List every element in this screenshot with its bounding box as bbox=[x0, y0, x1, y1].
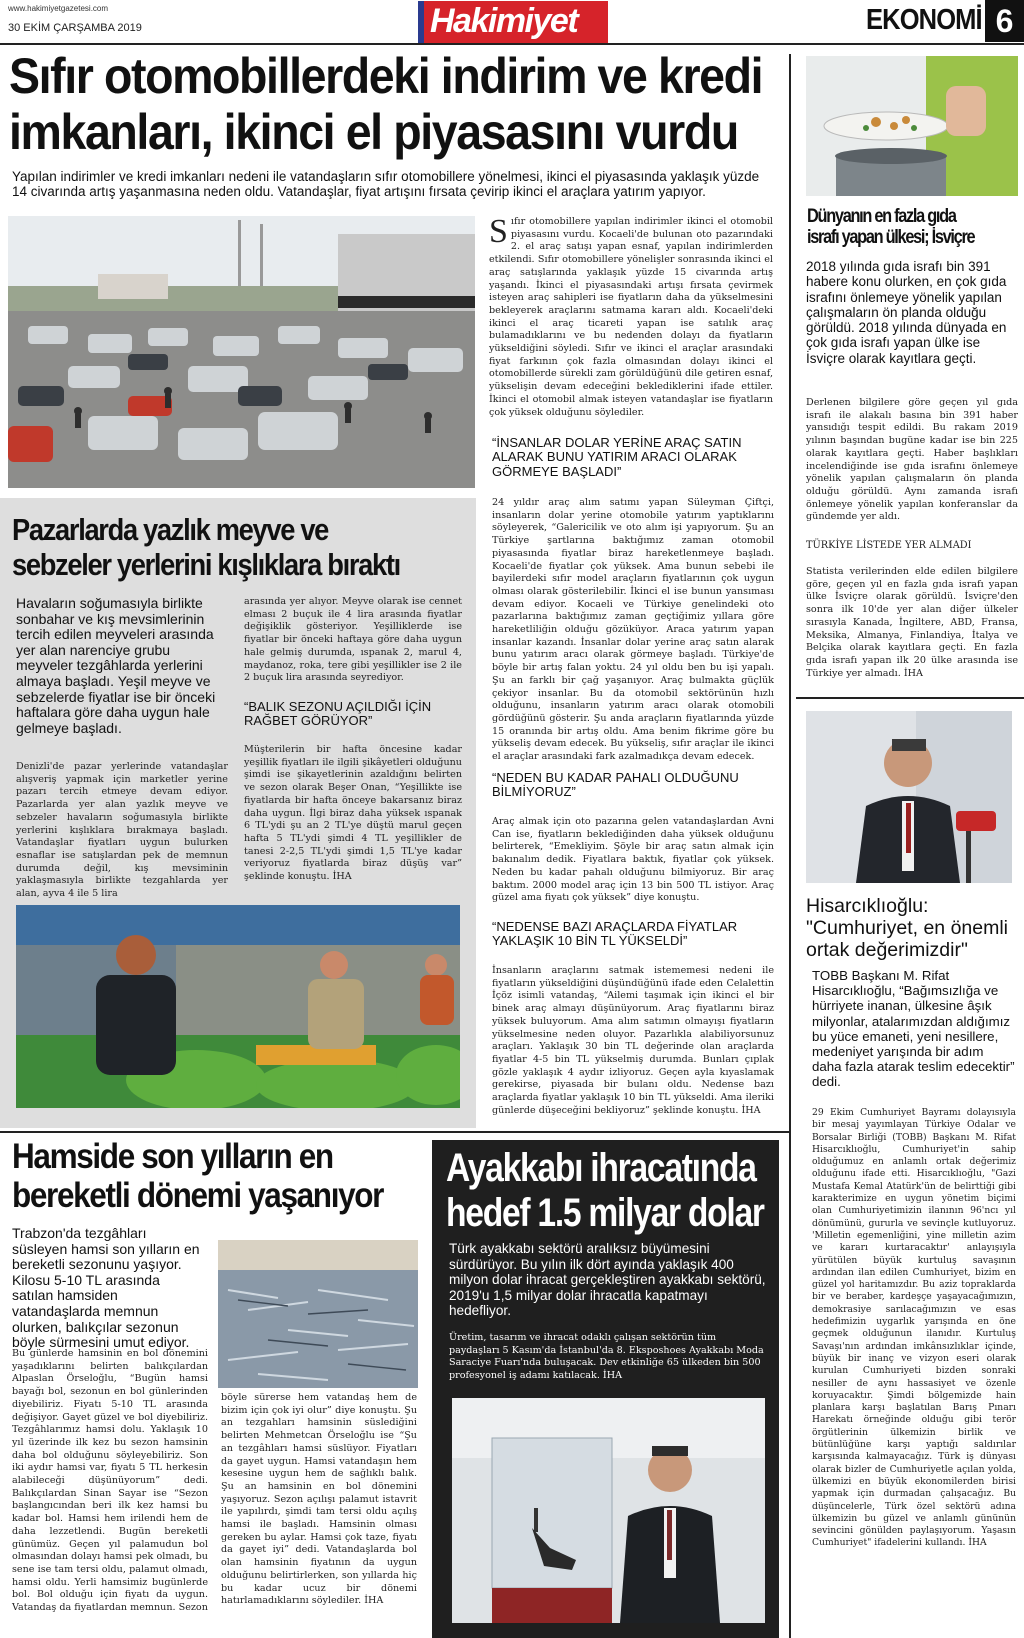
hamsi-fish-photo bbox=[218, 1240, 418, 1388]
tobb-headline-line-3: ortak değerimizdir" bbox=[806, 939, 968, 961]
tobb-headline-line-1: Hisarcıklıoğlu: bbox=[806, 895, 929, 917]
food-body-1: Derlenen bilgilere göre geçen yıl gıda israfı ile alakalı basına bin 391 haber yansıdığı tespit edildi. Bu rakam 2019 yılının başından bugüne kadar ise bin 225 olarak kayıtlara geçti. Haber başlıkları incelendiğinde ise gıda israfını önlemeye yönelik yapılan çalışmaların ön planda olduğu görüldü. Aynı zamanda israfı önlemeye yönelik yapılan konferanslar da gündemde yer aldı. bbox=[806, 397, 1018, 523]
page-number-text: 6 bbox=[995, 3, 1014, 39]
issue-date: 30 EKİM ÇARŞAMBA 2019 bbox=[8, 22, 142, 34]
food-subhead: TÜRKİYE LİSTEDE YER ALMADI bbox=[806, 540, 972, 551]
produce-subhead: “BALIK SEZONU AÇILDIĞI İÇİN RAĞBET GÖRÜYOR” bbox=[244, 699, 432, 729]
main-body-1 bbox=[489, 213, 773, 419]
tobb-headline-line-2: "Cumhuriyet, en önemli bbox=[806, 917, 1009, 939]
bottom-section-rule bbox=[0, 1131, 789, 1133]
fish-body-1: Bu günlerde hamsinin en bol dönemini yaşadıklarını belirten balıkçılardan Alpaslan Örseloğlu, “Bugün hamsi bayağı bol, sezonun en bol günlerinden diyebiliriz. Fiyatı 5-10 TL arasında değişiyor. Gayet güzel ve bol diyebiliriz. Tezgâhlarımız hamsi dolu. Yaklaşık 10 yıl üzerinde ilk kez bu sezon hamsinin daha bol olduğunu söyleyebiliriz. Son iki aydır hamsi var, fiyatı 5 TL herkesin alabileceği düşünüyorum” dedi. Balıkçılardan Sinan Sayar ise “Sezon başlangıcından beri ilk kez hamsi bu kadar bol. Hamsi hem irilendi hem de daha lezzetlendi. Bugün bereketli günümüz. Geçen yıl palamudun bol olmasından dolayı hamsi pek olmadı, bu sene ise tam tersi oldu, palamut olmadı, hamsi oldu. Yerli hamsimiz bugünlerde bol. Bol olduğu için fiyatı da uygun. Vatandaş da fiyatlardan memnun. Sezon bbox=[12, 1348, 208, 1614]
food-lead: 2018 yılında gıda israfı bin 391 habere konu olurken, en çok gıda israfını önlemeye yönelik yapılan çalışmaların ön planda olduğu görüldü. 2018 yılında dünyada en çok gıda israfı yapan ülke ise İsviçre olarak kayıtlara geçti. bbox=[806, 259, 1007, 366]
car-market-photo bbox=[8, 216, 475, 488]
page-number bbox=[985, 0, 1024, 42]
produce-body-1: Denizli'de pazar yerlerinde vatandaşlar alışveriş yapmak için marketler yerine pazarı tercih etmeye devam ediyor. Pazarlarda yer alan yazlık meyve ve sebzeler havaların soğumasıyla birlikte yerlerini kışlıklara bırakmaya başladı. Vatandaşlar fiyatları uygun bulurken esnaflar ise satışlardan pek de memnun durumda değil, kış mevsiminin yaklaşmasıyla birlikte tezgahlarda yer alan, ayva 4 ile 5 lira bbox=[16, 761, 228, 900]
food-headline-line-1: Dünyanın en fazla gıda bbox=[807, 206, 956, 227]
fish-body-2: böyle sürerse hem vatandaş hem de bizim için çok iyi olur” diye konuştu. Şu an tezgahları hamsinin süslediğini belirten Mehmetcan Örseloğlu ise “Şu an tezgâhları hamsi süslüyor. Fiyatları da gayet uygun. Hamsi vatandaşın hem kesesine uygun hem de sağlıklı balık. Şu an hamsinin en bol dönemini yaşıyoruz. Sezon açılışı palamut istavrit ile yapılırdı, şimdi tam tersi oldu açılış hamsi ile başladı. Hamsinin olması gereken bu aylar. Hamsi çok taze, fiyatı da gayet iyi” dedi. Vatandaşlarda bol olan hamsinin fiyatının da uygun olduğunu belirtirlerken, son yıllarda hiç bu kadar ucuz bir dönemi hatırlamadıklarını söylediler. İHA bbox=[221, 1392, 417, 1607]
shoe-headline-line-2: hedef 1.5 milyar dolar bbox=[446, 1191, 764, 1235]
produce-body-2: arasında yer alıyor. Meyve olarak ise cennet elması 2 buçuk ile 4 lira arasında fiyatlar değişiklik gösteriyor. Yeşilliklerde ise fiyatlar bir önceki haftaya göre daha uygun hale gelmiş durumda, ıspanak 2, marul 4, maydanoz, roka, tere gibi yeşillikler ise 2 ile 2 buçuk lira arasında seyrediyor. bbox=[244, 596, 462, 684]
food-body-2: Statista verilerinden elde edilen bilgilere göre, geçen yıl en fazla gıda israfı yapan ülke İsviçre olarak görüldü. İsviçre'den sonra ilk 10'de yer alan diğer ülkeler sırasıyla Kanada, İngiltere, ABD, Fransa, Meksika, Almanya, Finlandiya, İtalya ve Belçika olarak kayıtlara geçti. En fazla gıda israfı yapan ilk 20 ülke arasında ise Türkiye yer almadı. İHA bbox=[806, 566, 1018, 679]
main-lead: Yapılan indirimler ve kredi imkanları nedeni ile vatandaşların sıfır otomobillere yönelmesi, ikinci el piyasasında yaklaşık yüzde 14 civarında artış yaşanmasına neden oldu. Vatandaşlar, fiyat artışını fırsata çevirip ikinci el araçlara yatırım yapıyor. bbox=[12, 169, 760, 199]
fish-headline-line-2: bereketli dönemi yaşanıyor bbox=[12, 1176, 384, 1215]
produce-lead: Havaların soğumasıyla birlikte sonbahar ve kış mevsimlerinin tercih edilen meyveleri arasında yer alan narenciye grubu meyveler tezgâhlarda yerlerini almaya başladı. Yeşil meyve ve sebzelerde fiyatlar ise bir önceki haftalara göre daha uygun hale gelmeye başladı. bbox=[16, 595, 216, 736]
main-subhead-3: “NEDENSE BAZI ARAÇLARDA FİYATLAR YAKLAŞIK 10 BİN TL YÜKSELDİ” bbox=[492, 919, 738, 949]
main-body-2: 24 yıldır araç alım satımı yapan Süleyman Çiftçi, insanların dolar yerine otomobile yatırım yaptıklarını söyleyerek, “Galericilik ve oto alım işi yapıyorum. Şu an Türkiye şartlarına baktığımız zaman otomobil piyasasında fiyatlar biraz hareketlenmeye başladı. Kocaeli'de fiyatlar çok yüksek. Ama bunun sebebi ile bayilerdeki sıfır model araçların fiyatlarının çok uygun olması olarak gösterilebilir. İkinci el ise bunun yansıması devam ediyor. Kocaeli ve Türkiye genelindeki oto pazarlarına baktığımız zaman geçtiğimiz yıllara göre hareketliliğin olduğu gözüküyor. Araca yatırım yapan insanlar kazandı. İnsanlar dolar yerine araç satın alarak bunu yatırım aracı olarak görmeye başladı. Türkiye'de böyle bir artış falan yoktu. 24 yıl oldu ben bu işi yapalı. Şu an farklı bir çağ yaşanıyor. Araç bulmakta güçlük çekiyor insanlar. Bu da otomobil sektörünün hızlı olduğunu, insanların yatırım aracı olarak otomobili gördüğünü gösterir. Şu anda araçların fiyatlarında yüzde 15 oranında bir artış oldu. Ama benim fikrime göre bu yükseliş devam edecek. Bu yükseliş, sıfır araçlar ile ikinci el araçlar arasındaki fark azalmadıkça devam edecek. bbox=[492, 497, 774, 763]
main-subhead-1: “İNSANLAR DOLAR YERİNE ARAÇ SATIN ALARAK BUNU YATIRIM ARACI OLARAK GÖRMEYE BAŞLADI” bbox=[492, 435, 742, 479]
food-headline-line-2: israfı yapan ülkesi; İsviçre bbox=[807, 227, 975, 248]
fish-lead: Trabzon'da tezgâhları süsleyen hamsi son yılların en bereketli sezonunu yaşıyor. Kilosu 5-10 TL arasında satılan hamsiden vatandaşlarda memnun olurken, balıkçılar sezonun böyle sürmesini umut ediyor. bbox=[12, 1225, 200, 1351]
main-body-3: Araç almak için oto pazarına gelen vatandaşlardan Avni Can ise, fiyatların beklediğinden daha yüksek olduğunu belirterek, “Emekliyim. Şöyle bir araç satın almak için bakınalım dedik. Fiyatlara baktık, fiyatlar çok yüksek. Neden bu kadar pahalı olduğunu bilmiyoruz. Bir araç baktım. 2000 model araç için 13 bin 500 TL istiyor. Araç güzel ama fiyatı çok yüksek” diye konuştu. bbox=[492, 816, 774, 904]
main-dropcap: S bbox=[489, 213, 508, 250]
masthead-rule bbox=[0, 43, 1024, 45]
tobb-lead: TOBB Başkanı M. Rifat Hisarcıklıoğlu, “Bağımsızlığa ve hürriyete inanan, ülkesine âşık milyonlar, atalarımızdan aldığımız bu yüce emaneti, yeni nesillere, medeniyet yarışında bir adım daha fazla atarak teslim edecektir” dedi. bbox=[812, 968, 1015, 1090]
produce-headline-line-2: sebzeler yerlerini kışlıklara bıraktı bbox=[12, 547, 400, 582]
shoe-exhibit-photo bbox=[452, 1398, 765, 1623]
shoe-body: Üretim, tasarım ve ihracat odaklı çalışan sektörün tüm paydaşları 5 Kasım'da İstanbul'da 8. Eksposhoes Ayakkabı Moda Saraciye Fuarı'nda buluşacak. Dev etkinliğe 65 ülkeden bin 500 profesyonel iş adamı katılacak. İHA bbox=[449, 1332, 764, 1382]
logo-text: Hakimiyet bbox=[430, 2, 578, 40]
masthead-logo[interactable] bbox=[418, 1, 608, 43]
shoe-lead: Türk ayakkabı sektörü aralıksız büyümesini sürdürüyor. Bu yılın ilk dört ayında yaklaşık 400 milyon dolar ihracat gerçekleştiren ayakkabı sektörü, 2019'u 1,5 milyar dolar ihracatla kapatmayı hedefliyor. bbox=[449, 1241, 766, 1319]
main-body-1-text: ıfır otomobillere yapılan indirimler ikinci el otomobil piyasasını vurdu. Kocaeli'de bulunan oto pazarındaki 2. el araç satışı yapan esnaf, yapılan indirimlerden etkilendi. Sıfır otomobillere yönelişler sonrasında ikinci el araç satışlarında yaklaşık yüzde 15 civarında artış yaşandı. İkinci el piyasasındaki artışı fırsata çevirmek isteyen araç sahipleri ise fiyatların daha da yükselmesini bekleyerek araçlarını satmama kararı aldı. Kocaeli'deki ikinci el araç ticareti yapan ise satılık araç bulamadıklarını ve bu nedenden dolayı da fiyatların yükseldiğini söyledi. Sıfır ve ikinci el araçlar arasındaki fiyat farkının çok fazla olmasından dolayı ikinci el otomobillerde sürekli zam görüldüğünü dile getiren esnaf, yükselişin devam edeceğini beklediklerini ifade ettiler. İkinci el otomobil almak isteyen vatandaşlar ise fiyatların çok yüksek olduğunu söylediler. bbox=[489, 216, 773, 418]
right-column-rule bbox=[796, 697, 1024, 699]
main-body-4: İnsanların araçlarını satmak istememesi nedeni ile fiyatların yükseldiğini düşündüğünü ifade eden Celalettin İçöz isimli vatandaş, “Ailemi taşımak için ikinci el bir binek araç almayı düşünüyorum. Araç fiyatlarını biraz yüksek buluyorum. Ama alım satımın olmayışı fiyatların yükselmesine neden oluyor. Pazarlıkla alabiliyorsunuz araçları. Yaklaşık 30 bin TL değerinde olan araçlarda fiyatlar 4-5 bin TL yükselmiş durumda. Bunları çıplak gözle yaklaşık 4 aydır izliyoruz. Geçen ayla kıyaslamak gerekirse, piyasada bir bulanı oldu. Nedense bazı araçlarda fiyatlar yaklaşık 10 bin TL yükseldi. Ama ileriki günlerde düşeceğini bekliyoruz” şeklinde konuştu. İHA bbox=[492, 965, 774, 1116]
main-headline-line-1: Sıfır otomobillerdeki indirim ve kredi bbox=[9, 48, 763, 104]
website-url[interactable]: www.hakimiyetgazetesi.com bbox=[8, 4, 109, 13]
produce-headline-line-1: Pazarlarda yazlık meyve ve bbox=[12, 512, 329, 547]
tobb-speaker-photo bbox=[806, 711, 1012, 883]
main-headline-line-2: imkanları, ikinci el piyasasını vurdu bbox=[9, 104, 738, 160]
food-waste-photo bbox=[806, 56, 1018, 196]
main-subhead-2: “NEDEN BU KADAR PAHALI OLDUĞUNU BİLMİYORUZ” bbox=[492, 770, 739, 800]
section-title: EKONOMİ bbox=[866, 4, 982, 36]
fish-headline-line-1: Hamside son yılların en bbox=[12, 1137, 333, 1176]
main-column-divider bbox=[789, 54, 791, 1638]
shoe-headline-line-1: Ayakkabı ihracatında bbox=[446, 1146, 756, 1190]
produce-market-photo bbox=[16, 905, 460, 1108]
produce-body-3: Müşterilerin bir hafta öncesine kadar yeşillik fiyatları ile ilgili şikâyetleri olduğunu şimdi ise şikayetlerinin azaldığını belirten ve sezon olarak Beşer Onan, “Yeşillikte ise fiyatlarda bir hafta önceye bakarsanız biraz daha uygun. İlgi biraz daha yüksek ıspanak 6 TL'ydi şu an 2 TL'ye düştü marul geçen hafta 5 TL'ydi şimdi 4 TL yeşillikler de tanesi 2-2,5 TL'ydi şimdi 1,5 TL'ye kadar veriyoruz fiyatlarda biraz düşüş var” şeklinde konuştu. İHA bbox=[244, 744, 462, 883]
tobb-body: 29 Ekim Cumhuriyet Bayramı dolayısıyla bir mesaj yayımlayan Türkiye Odalar ve Borsalar Birliği (TOBB) Başkanı M. Rifat Hisarcıklıoğlu, Cumhuriyet'in sahip olduğumuz en anlamlı ortak değerimiz olduğunu ifade etti. Hisarcıklıoğlu, "Gazi Mustafa Kemal Atatürk'ün de belirttiği gibi karakterimize en uygun yönetim biçimi olan Cumhuriyetimizin ilanının 96'ncı yıl dönümünü, gururla ve sevinçle kutluyoruz. 'Milletin egemenliğini, yine milletin azim ve kararı kurtaracaktır' anlayışıyla yürütülen büyük kurtuluş savaşının ardından ilan edilen Cumhuriyet, bizim en güzel yol haritamızdır. Bu aziz topraklarda bir ve beraber, kardeşçe yaşayacağımızın, demokrasiye sarılacağımızın ve esas hedefimizin uygarlık yarışında en öne geçmek olduğunun ilanıdır. Kurtuluş Savaşı'nın ardından imkânsızlıklar içinde, büyük bir inanç ve vizyon eseri olarak kurulan Cumhuriyeti bizden sonraki nesiller de aynı hassasiyet ve özenle koruyacaktır. Şimdi bölgemizde hain planlara karşı başlatılan Barış Pınarı Harekatı örneğinde olduğu gibi terör örgütlerinin ülkemizin birlik ve bütünlüğüne karşı yaptığı saldırılar karşısında kalmayacağız. Türk iş dünyası olarak bizler de Cumhuriyetle açılan yolda, ülkemizi en büyük ekonomilerden birisi yapmak için durmadan çalışacağız. Bu düşüncelerle, Türk özel sektörü adına ülkemizin bu güzel ve anlamlı gününün sevincini gönülden paylaşıyorum. Yaşasın Cumhuriyet" ifadelerini kullandı. İHA bbox=[812, 1107, 1016, 1549]
